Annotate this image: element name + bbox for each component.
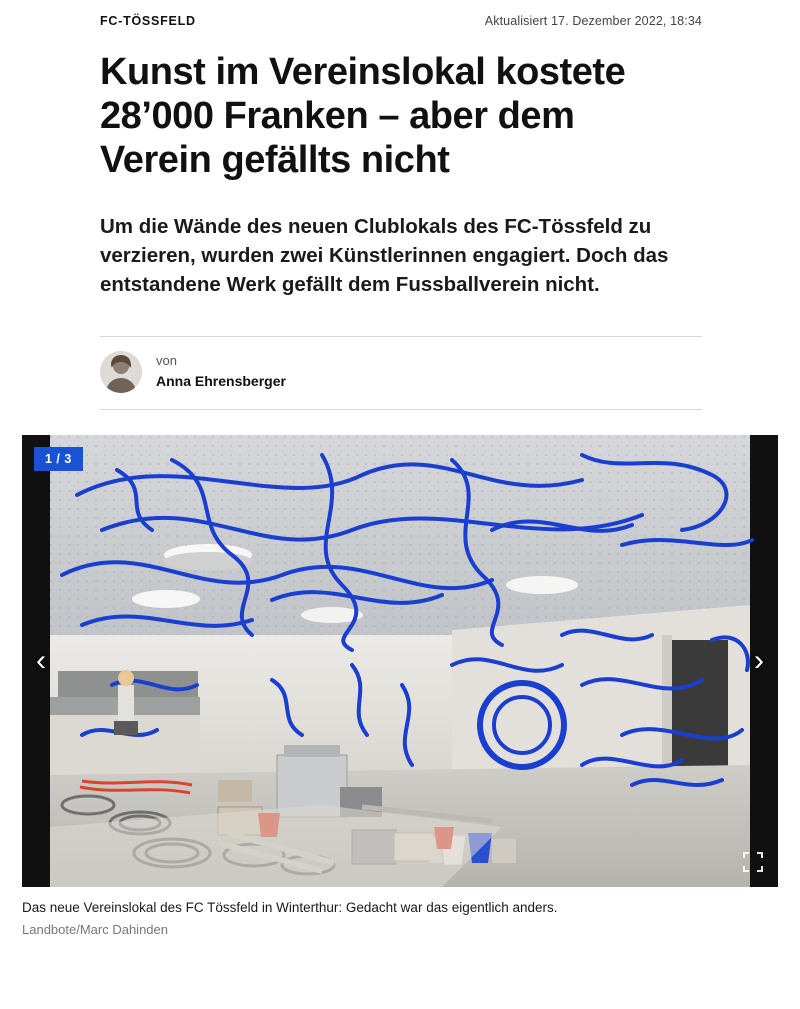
- gallery-caption: Das neue Vereinslokal des FC Tössfeld in Winterthur: Gedacht war das eigentlich anders.: [22, 899, 558, 915]
- byline-divider-top: [100, 336, 702, 337]
- article-content: [0, 0, 800, 410]
- gallery-next-icon[interactable]: ›: [754, 643, 764, 677]
- page-title: Kunst im Vereinslokal kostete 28’000 Franken – aber dem Verein gefällts nicht: [100, 51, 626, 182]
- byline: [100, 351, 780, 409]
- expand-icon[interactable]: [742, 851, 764, 873]
- byline-divider-bottom: [100, 409, 702, 410]
- article-updated-timestamp: Aktualisiert 17. Dezember 2022, 18:34: [484, 14, 702, 28]
- gallery-counter: 1 / 3: [34, 447, 83, 471]
- gallery-caption-block: [22, 899, 778, 938]
- byline-prefix: von: [156, 353, 177, 369]
- article-kicker[interactable]: FC-TÖSSFELD: [100, 14, 196, 28]
- byline-text: [156, 353, 286, 390]
- article-meta-row: [100, 0, 780, 28]
- gallery-credit: Landbote/Marc Dahinden: [22, 922, 168, 938]
- gallery-photo: [22, 435, 778, 887]
- image-gallery[interactable]: [22, 435, 778, 887]
- article-lead: Um die Wände des neuen Clublokals des FC-Tössfeld zu verzieren, wurden zwei Künstlerinnen engagiert. Doch das entstandene Werk gefällt dem Fussballverein nicht.: [100, 215, 669, 297]
- gallery-prev-icon[interactable]: ‹: [36, 643, 46, 677]
- byline-author[interactable]: Anna Ehrensberger: [156, 372, 286, 389]
- avatar: [100, 351, 142, 393]
